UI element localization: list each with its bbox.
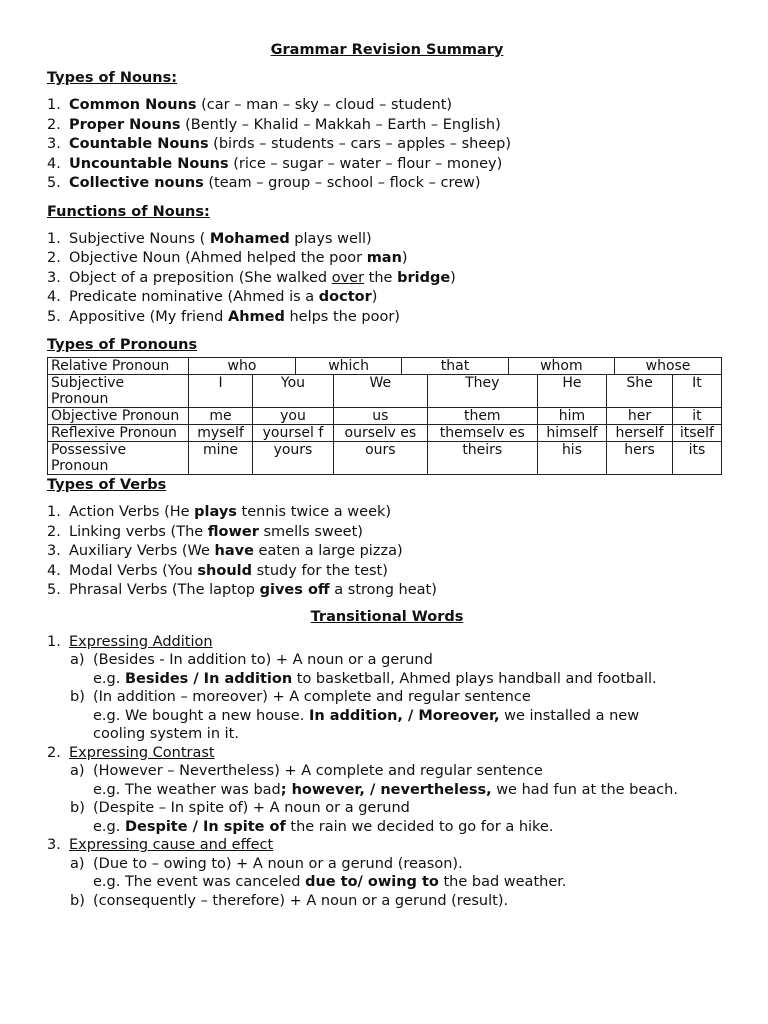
table-cell: Subjective Pronoun: [48, 375, 189, 408]
table-cell: yoursel f: [253, 425, 334, 442]
table-cell: them: [427, 408, 537, 425]
table-cell: itself: [672, 425, 721, 442]
table-cell: you: [253, 408, 334, 425]
table-cell: She: [607, 375, 673, 408]
table-cell: her: [607, 408, 673, 425]
table-cell: Reflexive Pronoun: [48, 425, 189, 442]
table-cell: whose: [645, 358, 691, 374]
nouns-heading: Types of Nouns:: [47, 70, 178, 86]
list-item: 2. Objective Noun (Ahmed helped the poor man): [47, 250, 408, 266]
table-cell: hers: [607, 442, 673, 475]
example-line: e.g. Despite / In spite of the rain we decided to go for a hike.: [93, 818, 554, 835]
table-row: [48, 425, 722, 442]
document-title: Grammar Revision Summary: [270, 42, 504, 58]
list-item: 5. Phrasal Verbs (The laptop gives off a strong heat): [47, 582, 437, 598]
table-cell: We: [333, 375, 427, 408]
list-item: 3. Auxiliary Verbs (We have eaten a large pizza): [47, 543, 403, 559]
table-cell: it: [672, 408, 721, 425]
section-title: 3. Expressing cause and effect: [47, 837, 274, 853]
pronouns-heading: Types of Pronouns: [47, 337, 198, 353]
table-row: [48, 375, 722, 408]
table-cell: themselv es: [427, 425, 537, 442]
table-cell: his: [537, 442, 606, 475]
rule-line: a) (Besides - In addition to) + A noun or a gerund: [70, 652, 433, 668]
list-item: 1. Action Verbs (He plays tennis twice a week): [47, 504, 392, 520]
rule-line: a) (Due to – owing to) + A noun or a gerund (reason).: [70, 855, 463, 872]
list-item: 4. Modal Verbs (You should study for the test): [47, 562, 388, 579]
relative-subtable: [189, 358, 721, 374]
table-cell: They: [427, 375, 537, 408]
list-item: 3. Countable Nouns (birds – students – cars – apples – sheep): [47, 136, 512, 152]
table-cell: me: [189, 408, 253, 425]
document-page: [47, 42, 727, 910]
table-cell: him: [537, 408, 606, 425]
transitional-heading: Transitional Words: [310, 608, 464, 625]
table-cell: I: [189, 375, 253, 408]
section-title: 1. Expressing Addition: [47, 633, 213, 650]
functions-list: [47, 230, 727, 328]
table-cell: yours: [253, 442, 334, 475]
verbs-list: [47, 503, 727, 601]
rule-line: b) (Despite – In spite of) + A noun or a gerund: [70, 800, 410, 816]
list-item: 3. Object of a preposition (She walked over the bridge): [47, 269, 456, 286]
table-cell: us: [333, 408, 427, 425]
table-cell: Possessive Pronoun: [48, 442, 189, 475]
functions-heading: Functions of Nouns:: [47, 203, 210, 220]
example-line: e.g. Besides / In addition to basketball, Ahmed plays handball and football.: [93, 670, 657, 687]
table-cell: mine: [189, 442, 253, 475]
table-row: [48, 408, 722, 425]
table-cell: ours: [333, 442, 427, 475]
list-item: 2. Linking verbs (The flower smells sweet): [47, 523, 363, 540]
list-item: 1. Common Nouns (car – man – sky – cloud – student): [47, 97, 453, 113]
table-row: [48, 358, 722, 375]
table-cell: Objective Pronoun: [48, 408, 189, 425]
table-cell: Relative Pronoun: [48, 358, 189, 375]
table-cell: theirs: [427, 442, 537, 475]
nouns-list: [47, 96, 727, 194]
rule-line: b) (consequently – therefore) + A noun or a gerund (result).: [70, 892, 509, 909]
table-row: [48, 442, 722, 475]
table-cell: myself: [189, 425, 253, 442]
table-cell: [189, 358, 722, 375]
list-item: 4. Predicate nominative (Ahmed is a doctor): [47, 289, 378, 305]
table-cell: ourselv es: [333, 425, 427, 442]
table-cell: its: [672, 442, 721, 475]
table-cell: who: [189, 358, 295, 374]
table-cell: himself: [537, 425, 606, 442]
example-line: e.g. We bought a new house. In addition, / Moreover, we installed a new cooling system in it.: [93, 707, 640, 742]
table-cell: herself: [607, 425, 673, 442]
list-item: 1. Subjective Nouns ( Mohamed plays well): [47, 230, 372, 247]
list-item: 5. Appositive (My friend Ahmed helps the poor): [47, 308, 400, 325]
section-title: 2. Expressing Contrast: [47, 744, 215, 761]
table-cell: which: [295, 358, 401, 374]
pronouns-table: [47, 357, 722, 475]
list-item: 2. Proper Nouns (Bently – Khalid – Makkah – Earth – English): [47, 116, 501, 133]
example-line: e.g. The weather was bad; however, / nevertheless, we had fun at the beach.: [93, 781, 678, 798]
transitional-list: [47, 633, 727, 911]
table-cell: whom: [508, 358, 614, 374]
rule-line: a) (However – Nevertheless) + A complete and regular sentence: [70, 763, 543, 779]
table-cell: You: [253, 375, 334, 408]
table-cell: that: [402, 358, 508, 374]
table-cell: It: [672, 375, 721, 408]
verbs-heading: Types of Verbs: [47, 477, 167, 493]
list-item: 5. Collective nouns (team – group – school – flock – crew): [47, 175, 481, 191]
list-item: 4. Uncountable Nouns (rice – sugar – water – flour – money): [47, 155, 503, 172]
table-cell: He: [537, 375, 606, 408]
example-line: e.g. The event was canceled due to/ owing to the bad weather.: [93, 874, 567, 890]
rule-line: b) (In addition – moreover) + A complete and regular sentence: [70, 689, 531, 705]
